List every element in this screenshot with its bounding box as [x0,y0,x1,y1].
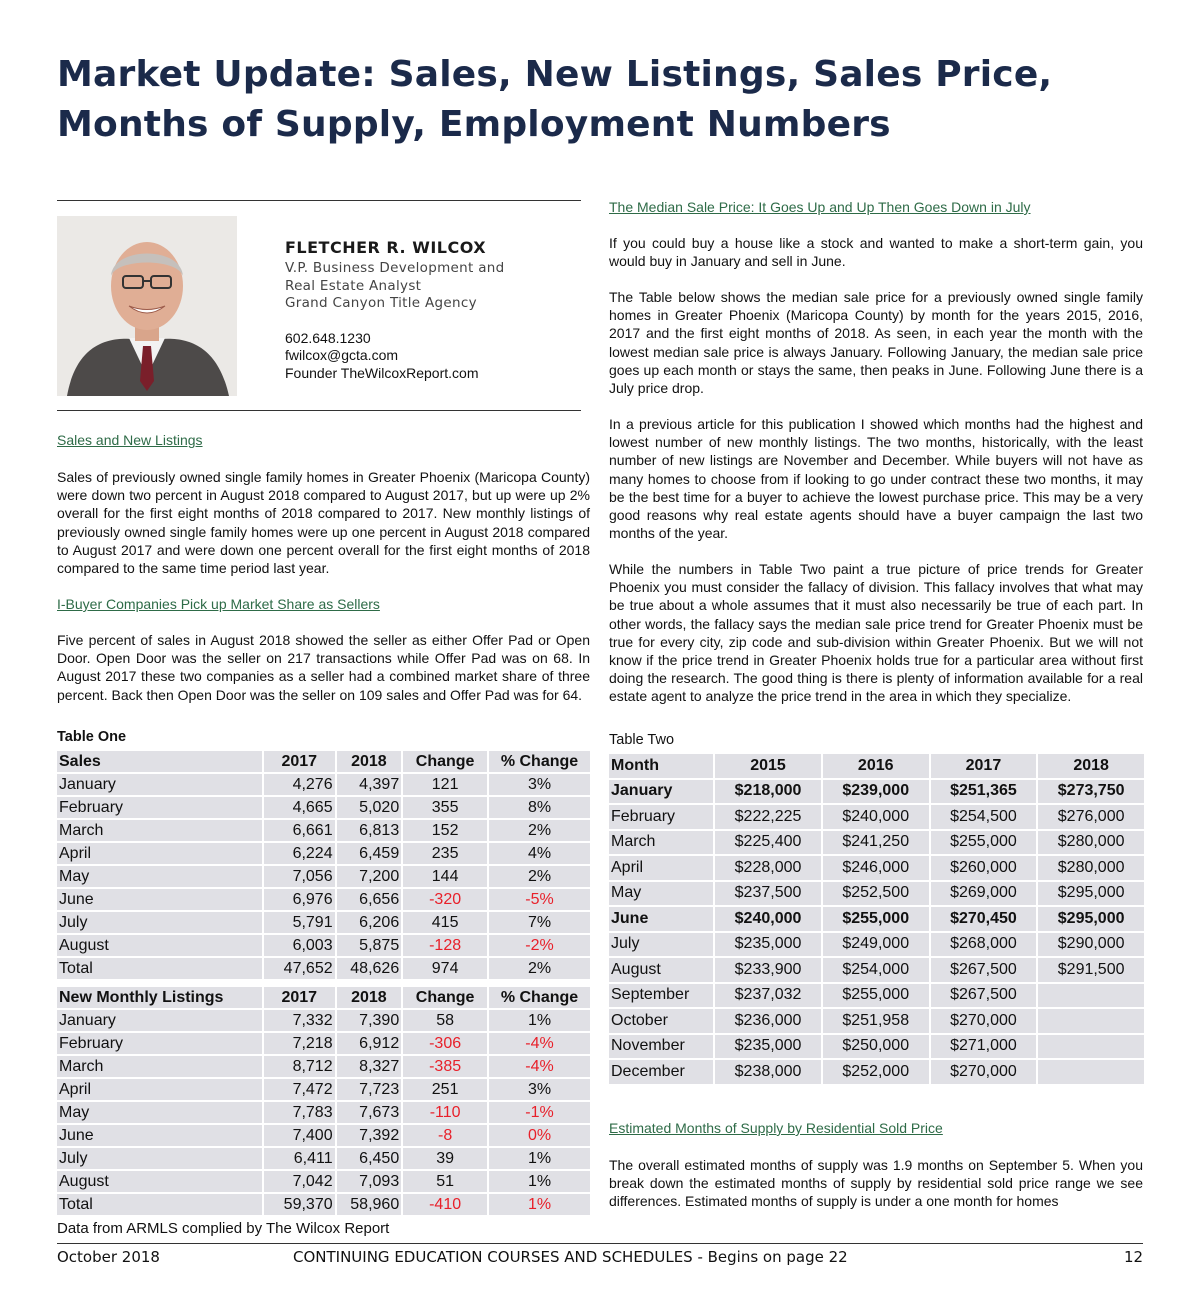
table-cell [1038,1060,1144,1084]
table-cell: 152 [403,820,487,841]
table-cell: July [57,912,262,933]
sales-table [55,749,592,981]
table-row [57,1194,590,1215]
table-cell: -385 [403,1056,487,1077]
table-header-row [57,751,590,772]
table-cell: $250,000 [823,1035,929,1059]
table-cell: $267,500 [931,958,1037,982]
table-cell [1038,1035,1144,1059]
table-row [57,1079,590,1100]
sales-listings-heading[interactable]: Sales and New Listings [57,432,203,448]
table-cell: $295,000 [1038,882,1144,906]
table-cell: August [57,935,262,956]
table-cell: $233,900 [715,958,821,982]
table-cell: 0% [489,1125,590,1146]
table-row [609,831,1144,855]
table-row [57,889,590,910]
median-paragraph-4: While the numbers in Table Two paint a true picture of price trends for Greater Phoenix you must consider the fallacy of division. This fallacy involves that what may be true about a whole assumes that it must also necessarily be true of each part. In other words, the fallacy says the median sale price trend for Greater Phoenix must be true for every city, zip code and sub-division within Greater Phoenix. But we will not know if the price trend in Greater Phoenix holds true for a particular area without first doing the research. The good thing is there is plenty of information available for a real estate agent to analyze the price trend in the area in which they specialize. [609,561,1143,705]
page-title: Market Update: Sales, New Listings, Sales Price, Months of Supply, Employment Numbers [57,54,1053,145]
table-cell: 8% [489,797,590,818]
sales-paragraph: Sales of previously owned single family homes in Greater Phoenix (Maricopa County) were down two percent in August 2018 compared to August 2017, but up were up 2% overall for the first eight months of 2018 compared to 2017. New monthly listings of previously owned single family homes were up one percent in August 2018 compared to August 2017 and were down one percent overall for the first eight months of 2018 compared to the same time period last year. [57,469,590,577]
author-top-divider [57,200,581,201]
table-cell: 51 [403,1171,487,1192]
table-cell: 4,397 [337,774,402,795]
author-info [285,238,585,382]
column-header: New Monthly Listings [57,987,262,1008]
author-company: Grand Canyon Title Agency [285,295,477,311]
table-cell: May [609,882,713,906]
table-cell: 6,224 [264,843,335,864]
median-price-table [607,752,1146,1086]
table-cell: 7,392 [337,1125,402,1146]
column-header: 2015 [715,754,821,778]
table-cell: 7,056 [264,866,335,887]
table-cell: 58 [403,1010,487,1031]
table-cell: 1% [489,1194,590,1215]
table-cell: Total [57,958,262,979]
table-cell: 4,276 [264,774,335,795]
author-founder: Founder TheWilcoxReport.com [285,364,479,381]
table-cell: 144 [403,866,487,887]
table-cell: October [609,1009,713,1033]
table-cell: 6,411 [264,1148,335,1169]
column-header: 2018 [1038,754,1144,778]
table-cell: 7,400 [264,1125,335,1146]
table-cell: $267,500 [931,984,1037,1008]
median-paragraph-3: In a previous article for this publication I showed which months had the highest and lowest number of new monthly listings. The two months, historically, with the least number of new listings are November and December. While buyers will not have as many homes to choose from if looking to go under contract these two months, it may be the best time for a buyer to achieve the lowest purchase price. This may be a very good reasons why real estate agents should have a buyer campaign the last two months of the year. [609,416,1143,542]
table-cell: 8,327 [337,1056,402,1077]
table-cell: $280,000 [1038,856,1144,880]
table-row [609,856,1144,880]
table-cell: $254,500 [931,805,1037,829]
supply-paragraph: The overall estimated months of supply was 1.9 months on September 5. When you break down the estimated months of supply by residential sold price range we see differences. Estimated months of supply is under a one month for homes [609,1157,1143,1210]
column-header: 2017 [264,751,335,772]
table-cell: $249,000 [823,933,929,957]
author-email[interactable]: fwilcox@gcta.com [285,347,399,363]
table-cell [1038,1009,1144,1033]
table-cell [1038,984,1144,1008]
table-cell: $218,000 [715,780,821,804]
table-cell: $235,000 [715,1035,821,1059]
table-cell: -110 [403,1102,487,1123]
supply-heading[interactable]: Estimated Months of Supply by Residential Sold Price [609,1120,943,1136]
table-cell: -2% [489,935,590,956]
table-cell: $254,000 [823,958,929,982]
table-cell: 7,673 [337,1102,402,1123]
table-cell: 251 [403,1079,487,1100]
ibuyer-paragraph: Five percent of sales in August 2018 showed the seller as either Offer Pad or Open Door. Open Door was the seller on 217 transactions while Offer Pad was on 68. In August 2017 these two companies as a seller had a combined market share of three percent. Back then Open Door was the seller on 109 sales and Offer Pad was for 64. [57,632,590,703]
table-cell: 3% [489,774,590,795]
author-phone: 602.648.1230 [285,329,371,346]
table-two-label: Table Two [609,732,675,748]
table-cell: 6,459 [337,843,402,864]
footer-page-number: 12 [1124,1248,1144,1266]
table-cell: $270,000 [931,1009,1037,1033]
table-cell: $295,000 [1038,907,1144,931]
table-cell: 7,200 [337,866,402,887]
table-row [57,1148,590,1169]
table-cell: Total [57,1194,262,1215]
table-cell: January [57,774,262,795]
table-cell: $251,958 [823,1009,929,1033]
median-paragraph-1: If you could buy a house like a stock and wanted to make a short-term gain, you would buy in January and sell in June. [609,235,1143,270]
table-cell: -4% [489,1033,590,1054]
table-cell: 355 [403,797,487,818]
table-cell: $268,000 [931,933,1037,957]
table-cell: 7,332 [264,1010,335,1031]
table-row [57,1125,590,1146]
table-cell: $280,000 [1038,831,1144,855]
table-row [57,820,590,841]
table-row [609,907,1144,931]
table-cell: June [609,907,713,931]
table-row [57,866,590,887]
table-cell: 415 [403,912,487,933]
table-cell: -128 [403,935,487,956]
table-row [609,805,1144,829]
table-cell: July [57,1148,262,1169]
table-header-row [57,987,590,1008]
table-row [57,958,590,979]
table-cell: January [57,1010,262,1031]
table-cell: -306 [403,1033,487,1054]
column-header: Change [403,751,487,772]
table-cell: $222,225 [715,805,821,829]
median-paragraph-2: The Table below shows the median sale price for a previously owned single family homes in Greater Phoenix (Maricopa County) by month for the years 2015, 2016, 2017 and the first eight months of 2018. As seen, in each year the month with the lowest median sale price is always January. Following January, the median sale price goes up each month or stays the same, then peaks in June. Following June there is a July price drop. [609,289,1143,397]
column-header: Sales [57,751,262,772]
table-row [609,958,1144,982]
table-cell: December [609,1060,713,1084]
footer-date: October 2018 [57,1248,160,1266]
table-cell: June [57,1125,262,1146]
table-cell: 5,791 [264,912,335,933]
table-row [609,1060,1144,1084]
table-cell: July [609,933,713,957]
table-cell: -8 [403,1125,487,1146]
table-row [57,1033,590,1054]
column-header: 2017 [264,987,335,1008]
table-cell: 39 [403,1148,487,1169]
table-cell: 8,712 [264,1056,335,1077]
table-cell: 2% [489,958,590,979]
table-cell: February [609,805,713,829]
table-cell: 7,472 [264,1079,335,1100]
table-cell: August [57,1171,262,1192]
table-cell: $273,750 [1038,780,1144,804]
table-row [57,1056,590,1077]
table-row [57,774,590,795]
table-cell: $270,450 [931,907,1037,931]
table-cell: $240,000 [823,805,929,829]
table-cell: $255,000 [823,984,929,1008]
table-cell: $271,000 [931,1035,1037,1059]
table-cell: 7,723 [337,1079,402,1100]
table-cell: -1% [489,1102,590,1123]
table-cell: 5,020 [337,797,402,818]
table-cell: 2% [489,866,590,887]
ibuyer-heading[interactable]: I-Buyer Companies Pick up Market Share as Sellers [57,596,380,612]
table-cell: -5% [489,889,590,910]
table-cell: May [57,1102,262,1123]
table-row [609,1009,1144,1033]
column-header: 2016 [823,754,929,778]
table-row [609,984,1144,1008]
table-cell: 7,390 [337,1010,402,1031]
median-price-heading[interactable]: The Median Sale Price: It Goes Up and Up Then Goes Down in July [609,199,1031,215]
table-cell: 59,370 [264,1194,335,1215]
table-cell: $252,000 [823,1060,929,1084]
table-cell: March [609,831,713,855]
author-role-line1: V.P. Business Development and [285,260,505,276]
table-cell: February [57,797,262,818]
table-row [57,912,590,933]
table-cell: 1% [489,1010,590,1031]
table-cell: 1% [489,1171,590,1192]
table-cell: -410 [403,1194,487,1215]
table-cell: 6,661 [264,820,335,841]
table-cell: $252,500 [823,882,929,906]
author-role-line2: Real Estate Analyst [285,277,422,294]
table-row [57,1010,590,1031]
table-cell: 4% [489,843,590,864]
table-row [57,1102,590,1123]
table-row [57,843,590,864]
table-cell: 3% [489,1079,590,1100]
table-cell: $246,000 [823,856,929,880]
table-cell: $240,000 [715,907,821,931]
column-header: Change [403,987,487,1008]
table-row [57,935,590,956]
table-cell: $255,000 [823,907,929,931]
table-cell: 7,218 [264,1033,335,1054]
footer-promo[interactable]: CONTINUING EDUCATION COURSES AND SCHEDULES - Begins on page 22 [293,1248,848,1266]
table-cell: June [57,889,262,910]
table-cell: 47,652 [264,958,335,979]
table-row [57,797,590,818]
column-header: % Change [489,751,590,772]
table-one-label: Table One [57,729,127,745]
table-cell: $238,000 [715,1060,821,1084]
table-cell: 4,665 [264,797,335,818]
author-name: FLETCHER R. WILCOX [285,238,487,257]
source-note: Data from ARMLS complied by The Wilcox Report [57,1220,390,1237]
table-cell: -320 [403,889,487,910]
table-cell: April [57,843,262,864]
table-cell: 58,960 [337,1194,402,1215]
table-cell: 5,875 [337,935,402,956]
table-cell: 2% [489,820,590,841]
column-header: Month [609,754,713,778]
table-cell: 7,783 [264,1102,335,1123]
table-cell: 6,813 [337,820,402,841]
table-header-row [609,754,1144,778]
table-cell: 7% [489,912,590,933]
table-cell: $225,400 [715,831,821,855]
table-cell: $276,000 [1038,805,1144,829]
table-cell: March [57,820,262,841]
table-cell: November [609,1035,713,1059]
table-cell: $241,250 [823,831,929,855]
column-header: % Change [489,987,590,1008]
table-cell: 6,656 [337,889,402,910]
table-cell: May [57,866,262,887]
table-cell: -4% [489,1056,590,1077]
table-cell: $239,000 [823,780,929,804]
table-row [609,933,1144,957]
table-cell: 48,626 [337,958,402,979]
author-photo [57,216,237,396]
table-row [609,882,1144,906]
new-listings-table [55,985,592,1217]
table-cell: 6,003 [264,935,335,956]
table-cell: March [57,1056,262,1077]
table-cell: April [57,1079,262,1100]
column-header: 2018 [337,987,402,1008]
table-cell: 7,093 [337,1171,402,1192]
table-cell: 6,450 [337,1148,402,1169]
table-cell: 6,206 [337,912,402,933]
table-cell: 7,042 [264,1171,335,1192]
table-cell: 121 [403,774,487,795]
table-cell: 6,912 [337,1033,402,1054]
table-cell: $235,000 [715,933,821,957]
table-cell: 974 [403,958,487,979]
table-cell: $291,500 [1038,958,1144,982]
table-cell: August [609,958,713,982]
table-cell: $251,365 [931,780,1037,804]
table-cell: 1% [489,1148,590,1169]
table-cell: February [57,1033,262,1054]
table-cell: $290,000 [1038,933,1144,957]
table-cell: $237,500 [715,882,821,906]
table-cell: $237,032 [715,984,821,1008]
table-cell: $260,000 [931,856,1037,880]
column-header: 2018 [337,751,402,772]
table-cell: $236,000 [715,1009,821,1033]
table-cell: $269,000 [931,882,1037,906]
table-cell: September [609,984,713,1008]
table-cell: $228,000 [715,856,821,880]
table-row [57,1171,590,1192]
table-cell: $270,000 [931,1060,1037,1084]
table-cell: January [609,780,713,804]
table-cell: April [609,856,713,880]
table-row [609,780,1144,804]
table-cell: $255,000 [931,831,1037,855]
author-bottom-divider [57,410,581,411]
table-row [609,1035,1144,1059]
footer-divider [57,1243,1143,1244]
column-header: 2017 [931,754,1037,778]
table-cell: 235 [403,843,487,864]
table-cell: 6,976 [264,889,335,910]
